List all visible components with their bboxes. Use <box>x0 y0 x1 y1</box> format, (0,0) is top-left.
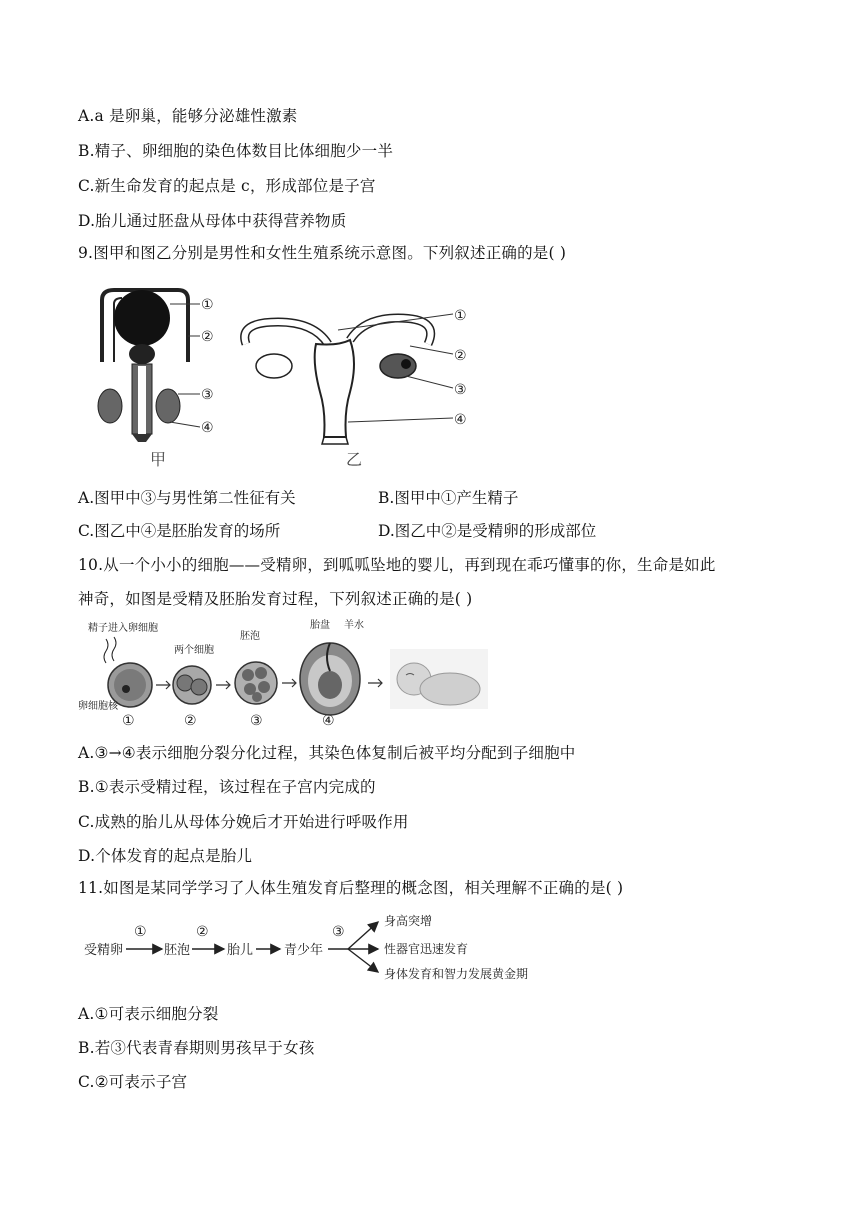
q10-option-a: A.③→④表示细胞分裂分化过程，其染色体复制后被平均分配到子细胞中 <box>78 744 576 762</box>
female-reproductive-diagram <box>245 314 453 444</box>
branch-height-surge: 身高突增 <box>384 914 433 928</box>
node-blastocyst: 胚泡 <box>164 943 191 958</box>
q11-concept-map <box>82 910 562 988</box>
map-marker-1: ① <box>134 924 147 940</box>
q10-marker-2: ② <box>184 713 197 729</box>
female-marker-3: ③ <box>454 382 467 398</box>
q11-option-b: B.若③代表青春期则男孩早于女孩 <box>78 1039 315 1057</box>
q8-option-d: D.胎儿通过胚盘从母体中获得营养物质 <box>78 212 347 230</box>
q10-option-b: B.①表示受精过程，该过程在子宫内完成的 <box>78 778 376 796</box>
q8-option-b: B.精子、卵细胞的染色体数目比体细胞少一半 <box>78 142 394 160</box>
female-caption: 乙 <box>346 450 363 469</box>
q10-marker-3: ③ <box>250 713 263 729</box>
q10-stem-line2: 神奇，如图是受精及胚胎发育过程，下列叙述正确的是( ) <box>78 590 473 608</box>
female-marker-2: ② <box>454 348 467 364</box>
q9-stem: 9.图甲和图乙分别是男性和女性生殖系统示意图。下列叙述正确的是( ) <box>78 244 567 262</box>
q10-option-d: D.个体发育的起点是胎儿 <box>78 847 253 865</box>
q9-option-c: C.图乙中④是胚胎发育的场所 <box>78 522 281 540</box>
q10-option-c: C.成熟的胎儿从母体分娩后才开始进行呼吸作用 <box>78 813 409 831</box>
branch-golden-period: 身体发育和智力发展黄金期 <box>384 967 529 981</box>
male-caption: 甲 <box>150 450 167 469</box>
male-marker-4: ④ <box>201 420 214 436</box>
q9-reproductive-figure <box>88 282 488 472</box>
label-sperm-enters-egg: 精子进入卵细胞 <box>88 623 158 634</box>
label-placenta: 胎盘 <box>310 620 330 631</box>
female-marker-1: ① <box>454 308 467 324</box>
map-marker-3: ③ <box>332 924 345 940</box>
q9-option-a: A.图甲中③与男性第二性征有关 <box>78 489 296 507</box>
label-blastocyst: 胚泡 <box>240 631 260 642</box>
male-reproductive-diagram <box>98 290 200 442</box>
q10-marker-1: ① <box>122 713 135 729</box>
map-marker-2: ② <box>196 924 209 940</box>
q9-option-b: B.图甲中①产生精子 <box>378 489 519 507</box>
q11-option-a: A.①可表示细胞分裂 <box>78 1005 219 1023</box>
q8-option-a: A.a 是卵巢，能够分泌雄性激素 <box>78 107 298 125</box>
label-egg-nucleus: 卵细胞核 <box>78 701 118 712</box>
male-marker-3: ③ <box>201 387 214 403</box>
baby-image <box>390 649 488 709</box>
q10-development-figure <box>78 617 490 732</box>
q10-marker-4: ④ <box>322 713 335 729</box>
branch-sex-organ-development: 性器官迅速发育 <box>384 942 469 956</box>
q11-stem: 11.如图是某同学学习了人体生殖发育后整理的概念图，相关理解不正确的是( ) <box>78 879 624 897</box>
female-marker-4: ④ <box>454 412 467 428</box>
q11-option-c: C.②可表示子宫 <box>78 1073 188 1091</box>
label-amniotic-fluid: 羊水 <box>344 620 364 631</box>
q9-option-d: D.图乙中②是受精卵的形成部位 <box>378 522 597 540</box>
q10-stem-line1: 10.从一个小小的细胞——受精卵，到呱呱坠地的婴儿，再到现在乖巧懂事的你，生命是如此 <box>78 556 716 574</box>
label-two-cells: 两个细胞 <box>174 645 214 656</box>
node-adolescent: 青少年 <box>284 943 324 958</box>
male-marker-2: ② <box>201 329 214 345</box>
node-fetus: 胎儿 <box>227 943 254 958</box>
node-fertilized-egg: 受精卵 <box>84 943 124 958</box>
q8-option-c: C.新生命发育的起点是 c，形成部位是子宫 <box>78 177 376 195</box>
male-marker-1: ① <box>201 297 214 313</box>
